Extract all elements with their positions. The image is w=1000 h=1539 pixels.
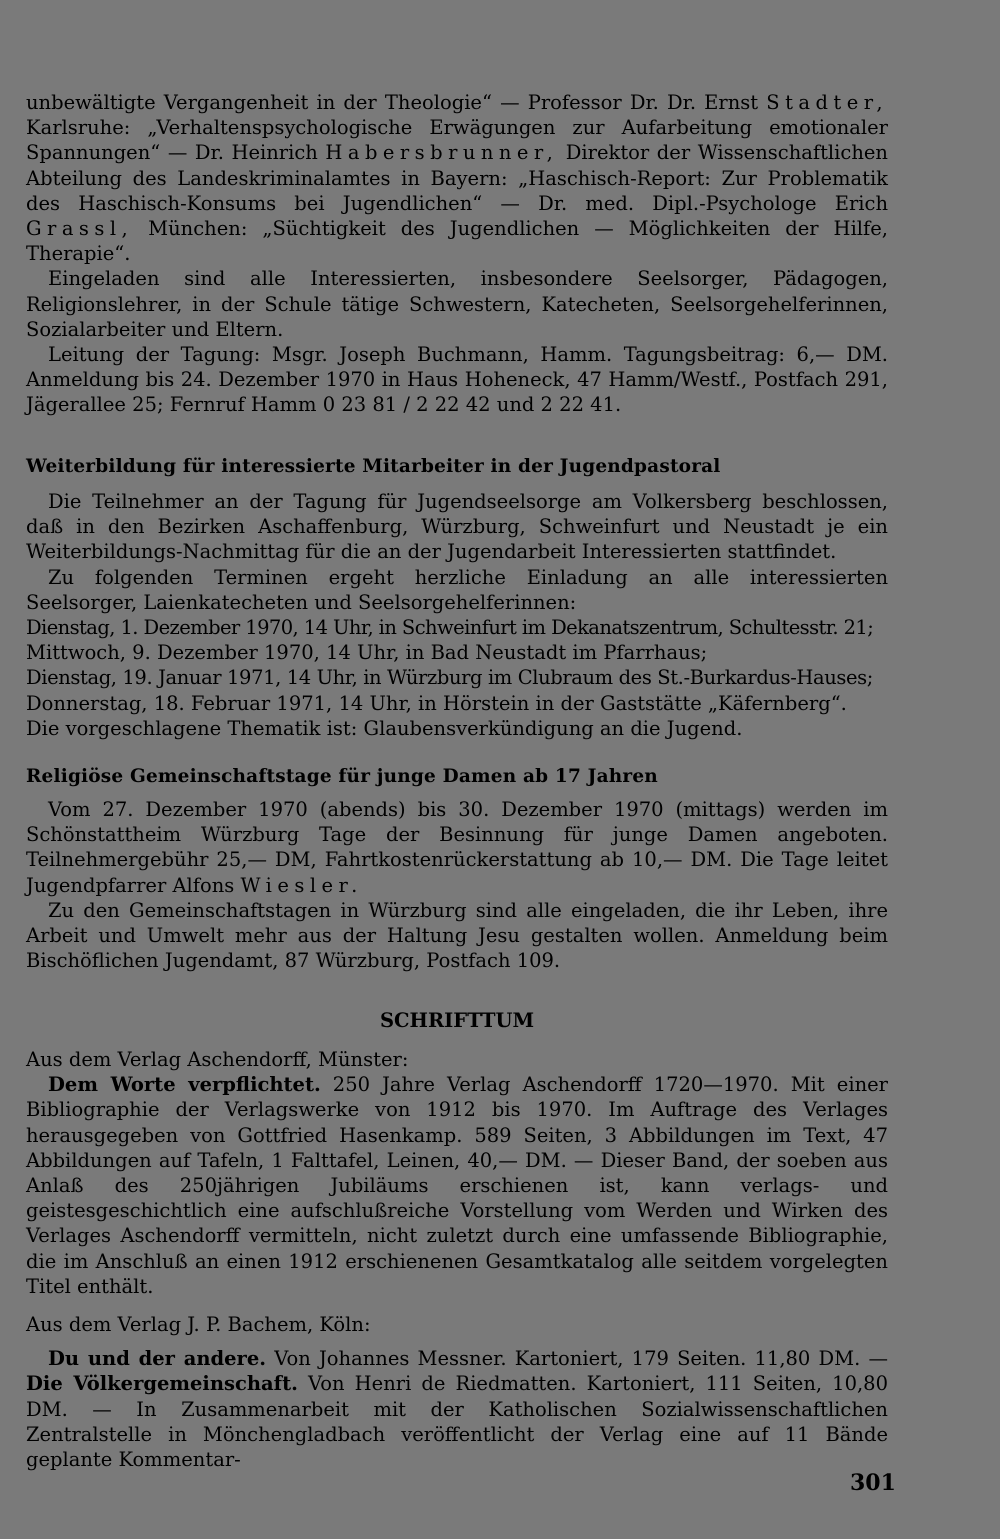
schrifttum-heading-block bbox=[26, 1008, 888, 1033]
section-weiterbildung-body bbox=[26, 489, 888, 741]
section-heading: Weiterbildung für interessierte Mitarbeiter in der Jugendpastoral bbox=[26, 456, 721, 477]
body-paragraph: Zu den Gemeinschaftstagen in Würzburg sind alle eingeladen, die ihr Leben, ihre Arbeit und Umwelt mehr aus der Haltung Jesu gestalten wollen. Anmeldung beim Bischöflichen Jugendamt, 87 Würzburg, Postfach 109. bbox=[26, 898, 888, 973]
section-weiterbildung bbox=[26, 454, 888, 479]
text-run: München: „Süchtigkeit des Jugendlichen — Möglichkeiten der Hilfe, Therapie“. bbox=[26, 217, 888, 266]
speaker-list-paragraph bbox=[26, 90, 888, 266]
speaker-name: Stadter, bbox=[766, 91, 888, 114]
date-line: Mittwoch, 9. Dezember 1970, 14 Uhr, in Bad Neustadt im Pfarrhaus; bbox=[26, 641, 708, 665]
speaker-name: Grassl, bbox=[26, 217, 134, 241]
section-heading: SCHRIFTTUM bbox=[379, 1009, 535, 1032]
body-paragraph: Die vorgeschlagene Thematik ist: Glaubensverkündigung an die Jugend. bbox=[26, 716, 743, 740]
body-paragraph: Die Teilnehmer an der Tagung für Jugendseelsorge am Volkersberg beschlossen, daß in den Bezirken Aschaffenburg, Würzburg, Schweinfurt und Neustadt je ein Weiterbildungs-Nachmittag für die an der Jugendarbeit Interessierten stattfindet. bbox=[26, 490, 888, 564]
book-title: Du und der andere. bbox=[48, 1347, 267, 1371]
book-entry bbox=[26, 1072, 888, 1299]
section-heading: Religiöse Gemeinschaftstage für junge Damen ab 17 Jahren bbox=[26, 766, 658, 787]
book-entry bbox=[26, 1346, 888, 1472]
person-name: Wiesler. bbox=[240, 873, 363, 897]
publisher-line: Aus dem Verlag J. P. Bachem, Köln: bbox=[26, 1313, 371, 1336]
registration-paragraph: Leitung der Tagung: Msgr. Joseph Buchmann, Hamm. Tagungsbeitrag: 6,— DM. Anmeldung bis 24. Dezember 1970 in Haus Hoheneck, 47 Hamm/Westf., Postfach 291, Jägerallee 25; Fernruf Hamm 0 23 81 / 2 22 42 und 2 22 41. bbox=[26, 343, 888, 417]
intro-block bbox=[26, 90, 888, 418]
invitation-paragraph: Eingeladen sind alle Interessierten, insbesondere Seelsorger, Pädagogen, Religionslehrer, in der Schule tätige Schwestern, Katecheten, Seelsorgehelferinnen, Sozialarbeiter und Eltern. bbox=[26, 267, 888, 341]
book-description: 250 Jahre Verlag Aschendorff 1720—1970. Mit einer Bibliographie der Verlagswerke von 1912 bis 1970. Im Auftrage des Verlages herausgegeben von Gottfried Hasenkamp. 589 Seiten, 3 Abbildungen im Text, 47 Abbildungen auf Tafeln, 1 Falttafel, Leinen, 40,— DM. — Dieser Band, der soeben aus Anlaß des 250jährigen Jubiläums erschienen ist, kann verlags- und geistesgeschichtlich eine aufschlußreiche Vorstellung vom Werden und Wirken des Verlages Aschendorff vermitteln, nicht zuletzt durch eine umfassende Bibliographie, die im Anschluß an einen 1912 erschienenen Gesamtkatalog alle seitdem vorgelegten Titel enthält. bbox=[26, 1073, 888, 1298]
page-number: 301 bbox=[850, 1470, 896, 1496]
date-line: Dienstag, 1. Dezember 1970, 14 Uhr, in Schweinfurt im Dekanatszentrum, Schultesstr. 21; bbox=[26, 616, 874, 640]
text-run: Karlsruhe: „Verhaltenspsychologische Erwägungen zur Aufarbeitung emotionaler Spannungen“ — Dr. Heinrich bbox=[26, 116, 888, 165]
text-run: Direktor der Wissenschaftlichen Abteilung des Landeskriminalamtes in Bayern: „Haschisch-Report: Zur Problematik des Haschisch-Konsums bei Jugendlichen“ — Dr. med. Dipl.-Psychologe Erich bbox=[26, 141, 888, 215]
schrifttum-bachem bbox=[26, 1312, 888, 1472]
text-run: unbewältigte Vergangenheit in der Theologie“ — Professor Dr. Dr. Ernst bbox=[26, 91, 767, 114]
speaker-name: Habersbrunner, bbox=[325, 141, 559, 165]
publisher-line: Aus dem Verlag Aschendorff, Münster: bbox=[26, 1048, 409, 1071]
book-description: Von Johannes Messner. Kartoniert, 179 Seiten. 11,80 DM. — bbox=[266, 1347, 888, 1371]
book-description: Von Henri de Riedmatten. Kartoniert, 111 Seiten, 10,80 DM. — In Zusammenarbeit mit der Katholischen Sozialwissenschaftlichen Zentralstelle in Mönchengladbach veröffentlicht der Verlag eine auf 11 Bände geplante Kommentar- bbox=[26, 1372, 888, 1472]
schrifttum-aschendorff bbox=[26, 1047, 888, 1299]
section-gemeinschaftstage-body bbox=[26, 797, 888, 973]
body-paragraph: Zu folgenden Terminen ergeht herzliche Einladung an alle interessierten Seelsorger, Laienkatecheten und Seelsorgehelferinnen: bbox=[26, 565, 888, 614]
date-line: Dienstag, 19. Januar 1971, 14 Uhr, in Würzburg im Clubraum des St.-Burkardus-Hauses; bbox=[26, 666, 873, 690]
book-title: Dem Worte verpflichtet. bbox=[48, 1073, 321, 1097]
body-paragraph bbox=[26, 797, 888, 898]
book-title: Die Völkergemeinschaft. bbox=[26, 1372, 298, 1396]
date-line: Donnerstag, 18. Februar 1971, 14 Uhr, in Hörstein in der Gaststätte „Käfernberg“. bbox=[26, 691, 847, 715]
text-run: Vom 27. Dezember 1970 (abends) bis 30. Dezember 1970 (mittags) werden im Schönstattheim Würzburg Tage der Besinnung für junge Damen angeboten. Teilnehmergebühr 25,— DM, Fahrtkostenrückerstattung ab 10,— DM. Die Tage leitet Jugendpfarrer Alfons bbox=[26, 798, 888, 897]
section-gemeinschaftstage bbox=[26, 764, 888, 789]
